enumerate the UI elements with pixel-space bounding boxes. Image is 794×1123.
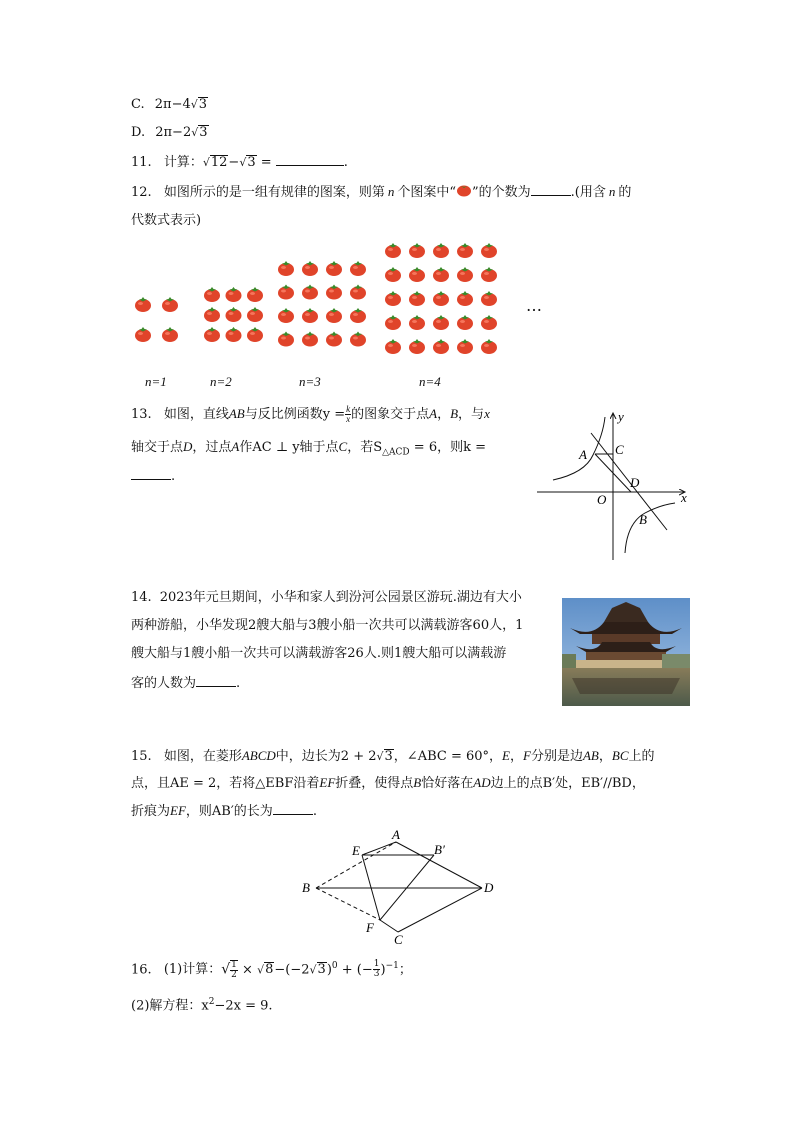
- label-c: C: [394, 932, 403, 947]
- tomato-icon: [278, 308, 294, 323]
- question-14-line2: 两种游船，小华发现2艘大船与3艘小船一次共可以满载游客60人，1: [131, 618, 524, 633]
- tomato-icon: [204, 327, 220, 342]
- tomato-icon: [247, 327, 263, 342]
- tomato-icon: [135, 297, 151, 312]
- tomato-icon: [409, 243, 425, 258]
- tomato-icon: [226, 287, 242, 302]
- tomato-icon: [204, 307, 220, 322]
- tomato-icon: [481, 267, 497, 282]
- tomato-icon: [433, 243, 449, 258]
- question-12: 12. 如图所示的是一组有规律的图案，则第 n 个图案中“ ”的个数为 .(用含 n 的: [131, 182, 631, 203]
- edge-fc: [380, 920, 398, 932]
- question-16-part2: (2)解方程：$x^2-2x = 9$.: [131, 997, 273, 1014]
- tomato-icon: [350, 261, 366, 276]
- tomato-icon: [162, 297, 178, 312]
- tomato-icon: [135, 327, 151, 342]
- label-a: A: [392, 828, 400, 842]
- tomato-icon: [433, 267, 449, 282]
- question-13-line3: .: [131, 466, 175, 486]
- tomato-icon: [302, 285, 318, 300]
- tomato-icon: [278, 332, 294, 347]
- tomato-icon: [302, 332, 318, 347]
- answer-blank[interactable]: [131, 466, 171, 480]
- tomato-icon: [350, 308, 366, 323]
- tomato-icon: [278, 285, 294, 300]
- tomato-icon: [457, 315, 473, 330]
- pattern-label-4: n=4: [419, 374, 441, 389]
- pattern-label-2: n=2: [210, 374, 232, 389]
- label-o: O: [597, 492, 607, 507]
- pattern-label-3: n=3: [299, 374, 321, 389]
- tomato-icon: [409, 267, 425, 282]
- tomato-icon: [481, 339, 497, 354]
- tomato-icon: [204, 287, 220, 302]
- label-e: E: [352, 843, 360, 858]
- tomato-icon: [247, 307, 263, 322]
- tomato-icon: [481, 243, 497, 258]
- tomato-icon: [409, 315, 425, 330]
- tomato-icon: [302, 308, 318, 323]
- question-16: 16. (1)计算：√ $\frac{1}{2}$ × $√8-(-2√3)^0$ + (− $\frac{1}{3}$ )$^{-1}$；: [131, 959, 412, 980]
- edge-cd: [398, 888, 482, 932]
- tomato-icon: [456, 183, 472, 203]
- tomato-icon: [326, 261, 342, 276]
- rhombus-figure: [296, 828, 516, 948]
- pavilion-photo: [562, 598, 690, 706]
- question-14: 14. 2023年元旦期间，小华和家人到汾河公园景区游玩.湖边有大小: [131, 590, 522, 605]
- tomato-icon: [409, 339, 425, 354]
- label-x: x: [681, 490, 687, 505]
- tomato-icon: [385, 339, 401, 354]
- label-a: A: [579, 447, 587, 462]
- question-14-line4: 客的人数为 .: [131, 673, 240, 693]
- q13-graph: [535, 405, 705, 565]
- tomato-icon: [385, 291, 401, 306]
- tomato-icon: [302, 261, 318, 276]
- label-f: F: [366, 920, 374, 935]
- pattern-ellipsis: …: [526, 296, 542, 315]
- tomato-icon: [481, 291, 497, 306]
- label-b: B: [639, 512, 647, 527]
- question-12-line2: 代数式表示): [131, 213, 202, 228]
- tomato-icon: [409, 291, 425, 306]
- line-ab: [591, 433, 667, 530]
- answer-blank[interactable]: [273, 801, 313, 815]
- tomato-icon: [457, 243, 473, 258]
- tomato-icon: [350, 332, 366, 347]
- tomato-icon: [433, 291, 449, 306]
- answer-blank[interactable]: [276, 152, 344, 166]
- tomato-icon: [326, 285, 342, 300]
- tomato-icon: [247, 287, 263, 302]
- tomato-icon: [226, 307, 242, 322]
- tomato-pattern: [0, 238, 794, 378]
- hyperbola-lower: [625, 503, 675, 553]
- question-15: 15. 如图，在菱形ABCD中，边长为2 + 2√3，∠ABC = 60°，E，F分别是边AB，BC上的: [131, 748, 655, 764]
- edge-bc: [316, 888, 380, 920]
- question-13: 13. 如图，直线AB与反比例函数y = $\frac{k}{x}$ 的图象交于点A，B，与x: [131, 404, 490, 424]
- tomato-icon: [457, 267, 473, 282]
- tomato-icon: [433, 339, 449, 354]
- question-15-line2: 点，且AE = 2，若将△EBF沿着EF折叠，使得点B恰好落在AD边上的点B′处，EB′//BD，: [131, 775, 645, 791]
- label-b: B: [302, 880, 310, 895]
- tomato-icon: [385, 243, 401, 258]
- option-d: D. 2π−2√3: [131, 125, 208, 140]
- label-c: C: [615, 442, 624, 457]
- answer-blank[interactable]: [531, 182, 571, 196]
- tomato-icon: [457, 339, 473, 354]
- tomato-icon: [226, 327, 242, 342]
- label-d: D: [484, 880, 494, 895]
- question-13-line2: 轴交于点D，过点A作AC ⊥ y轴于点C，若$S_{\triangle ACD} = 6$，则k =: [131, 439, 486, 458]
- tomato-icon: [162, 327, 178, 342]
- answer-blank[interactable]: [196, 673, 236, 687]
- label-d: D: [630, 475, 640, 490]
- tomato-icon: [385, 315, 401, 330]
- edge-ea: [362, 842, 396, 855]
- tomato-icon: [278, 261, 294, 276]
- tomato-icon: [433, 315, 449, 330]
- question-15-line3: 折痕为EF，则AB′的长为 .: [131, 803, 317, 819]
- tomato-icon: [350, 285, 366, 300]
- question-14-line3: 艘大船与1艘小船一次共可以满载游客26人.则1艘大船可以满载游: [131, 646, 507, 661]
- tomato-icon: [457, 291, 473, 306]
- tomato-icon: [481, 315, 497, 330]
- question-11: 11. 计算：√12−√3 = .: [131, 152, 348, 172]
- label-b1: B′: [434, 842, 445, 857]
- option-c: C. 2π−4√3: [131, 97, 208, 112]
- tomato-icon: [385, 267, 401, 282]
- tomato-icon: [326, 308, 342, 323]
- label-y: y: [618, 409, 624, 424]
- pattern-label-1: n=1: [145, 374, 167, 389]
- tomato-icon: [326, 332, 342, 347]
